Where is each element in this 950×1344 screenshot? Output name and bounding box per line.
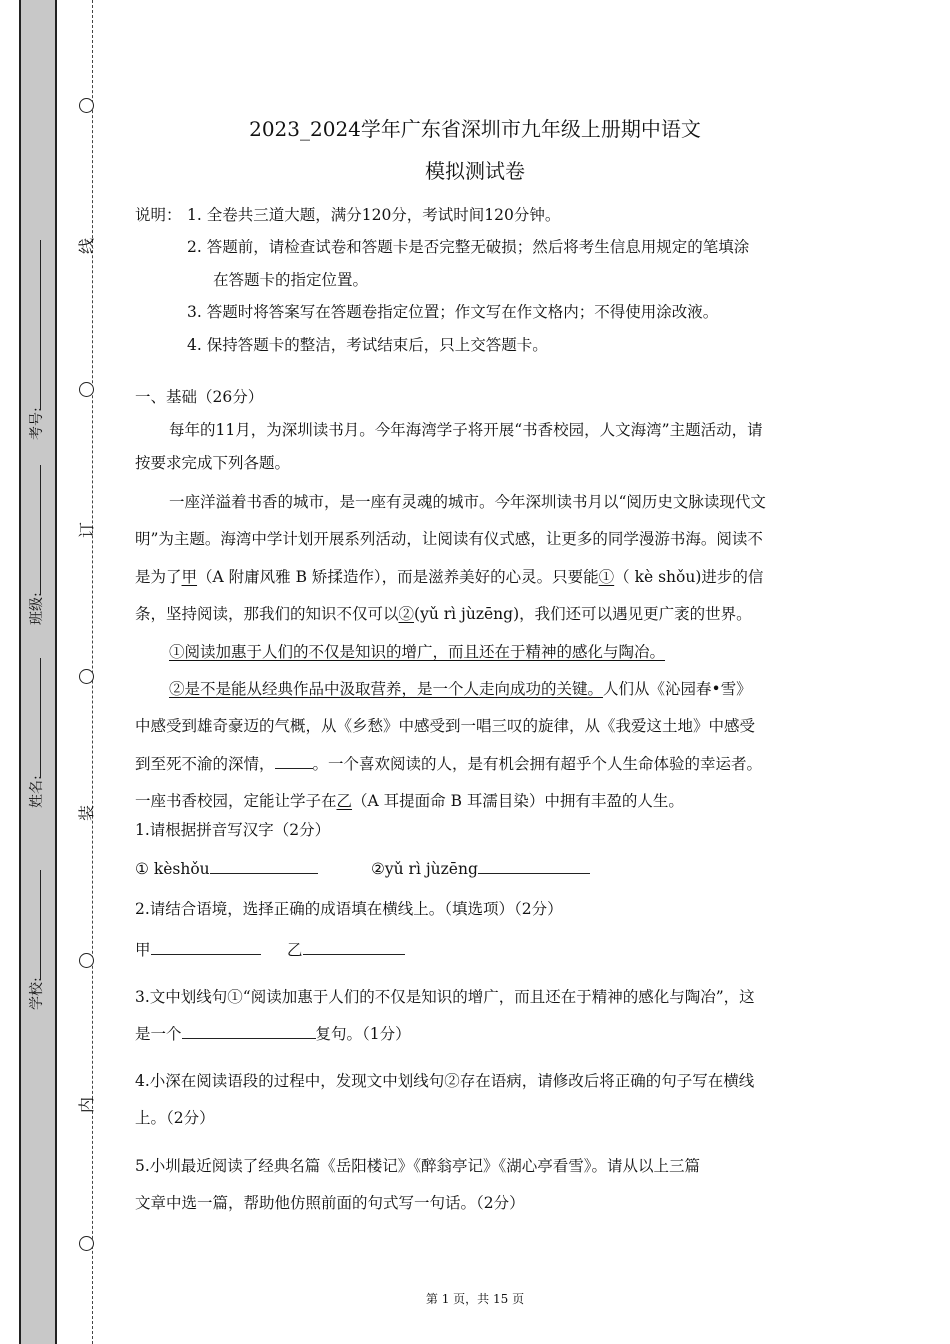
passage-line: 条，坚持阅读，那我们的知识不仅可以②(yǔ rì jùzēng)，我们还可以遇见更广袤的世界。 <box>135 605 752 623</box>
instructions-label: 说明： <box>135 206 182 224</box>
binding-strip <box>20 0 56 1344</box>
strip-border-left <box>19 0 21 1344</box>
passage-line: 是为了甲（A 附庸风雅 B 矫揉造作），而是滋养美好的心灵。只要能①（ kè shǒu)进步的信 <box>135 568 764 586</box>
school-label: 学校: <box>29 977 45 1010</box>
question-4-cont: 上。（2分） <box>135 1109 215 1127</box>
number-label: 考号: <box>29 407 45 440</box>
blank-jia: 甲 <box>181 568 198 586</box>
question-5: 5.小圳最近阅读了经典名篇《岳阳楼记》《醉翁亭记》《湖心亭看雪》。请从以上三篇 <box>135 1157 701 1175</box>
question-5-cont: 文章中选一篇，帮助他仿照前面的句式写一句话。（2分） <box>135 1194 525 1212</box>
binding-char-zhuang: 装 <box>77 804 97 822</box>
binding-hole <box>79 382 94 397</box>
question-3: 3.文中划线句①“阅读加惠于人们的不仅是知识的增广，而且还在于精神的感化与陶冶”，这 <box>135 988 755 1006</box>
instruction-item: 在答题卡的指定位置。 <box>213 271 369 289</box>
class-label: 班级: <box>29 592 45 625</box>
question-4: 4.小深在阅读语段的过程中，发现文中划线句②存在语病，请修改后将正确的句子写在横线 <box>135 1072 755 1090</box>
passage-line: 明”为主题。海湾中学计划开展系列活动，让阅读有仪式感，让更多的同学漫游书海。阅读不 <box>135 530 763 548</box>
answer-line-q1b: ②yǔ rì jùzēng <box>371 859 590 878</box>
instruction-item: 1. 全卷共三道大题，满分120分，考试时间120分钟。 <box>187 206 561 224</box>
blank-2: ② <box>398 605 415 623</box>
binding-hole <box>79 953 94 968</box>
passage-line: 一座洋溢着书香的城市，是一座有灵魂的城市。今年深圳读书月以“阅历史文脉读现代文 <box>169 493 766 511</box>
exam-title-line2: 模拟测试卷 <box>425 159 525 183</box>
section-intro: 按要求完成下列各题。 <box>135 454 291 472</box>
passage-line: 到至死不渝的深情， 。一个喜欢阅读的人，是有机会拥有超乎个人生命体验的幸运者。 <box>135 755 763 773</box>
question-1: 1.请根据拼音写汉字（2分） <box>135 821 331 839</box>
binding-char-xian: 线 <box>77 237 97 255</box>
strip-border-right <box>55 0 57 1344</box>
answer-line-q2a: 甲 <box>135 938 261 960</box>
blank-line <box>275 754 313 769</box>
answer-line-q1a: ① kèshǒu <box>135 859 318 878</box>
question-2: 2.请结合语境，选择正确的成语填在横线上。（填选项）（2分） <box>135 900 563 918</box>
question-3-cont: 是一个 复句。（1分） <box>135 1025 411 1043</box>
binding-margin <box>0 0 100 1344</box>
blank-yi: 乙 <box>336 792 353 810</box>
exam-title-line1: 2023_2024学年广东省深圳市九年级上册期中语文 <box>249 117 701 141</box>
underlined-sentence-1: ①阅读加惠于人们的不仅是知识的增广，而且还在于精神的感化与陶冶。 <box>169 643 666 661</box>
binding-char-nei: 内 <box>77 1096 97 1114</box>
blank-1: ① <box>598 568 615 586</box>
binding-hole <box>79 98 94 113</box>
binding-char-ding: 订 <box>77 521 97 539</box>
instruction-item: 2. 答题前，请检查试卷和答题卡是否完整无破损；然后将考生信息用规定的笔填涂 <box>187 238 750 256</box>
passage-line: 中感受到雄奇豪迈的气概，从《乡愁》中感受到一唱三叹的旋律，从《我爱这土地》中感受 <box>135 717 756 735</box>
section-heading: 一、基础（26分） <box>135 388 264 406</box>
passage-line: 一座书香校园，定能让学子在乙（A 耳提面命 B 耳濡目染）中拥有丰盈的人生。 <box>135 792 684 810</box>
answer-line-q2b: 乙 <box>287 938 405 960</box>
binding-hole <box>79 1236 94 1251</box>
binding-hole <box>79 669 94 684</box>
instruction-item: 3. 答题时将答案写在答题卷指定位置；作文写在作文格内；不得使用涂改液。 <box>187 303 719 321</box>
name-label: 姓名: <box>29 775 45 808</box>
instruction-item: 4. 保持答题卡的整洁，考试结束后，只上交答题卡。 <box>187 336 548 354</box>
section-intro: 每年的11月，为深圳读书月。今年海湾学子将开展“书香校园，人文海湾”主题活动，请 <box>169 421 763 439</box>
page-footer: 第 1 页，共 15 页 <box>425 1292 525 1306</box>
underlined-sentence-2: ②是不是能从经典作品中汲取营养，是一个人走向成功的关键。人们从《沁园春•雪》 <box>169 680 752 698</box>
